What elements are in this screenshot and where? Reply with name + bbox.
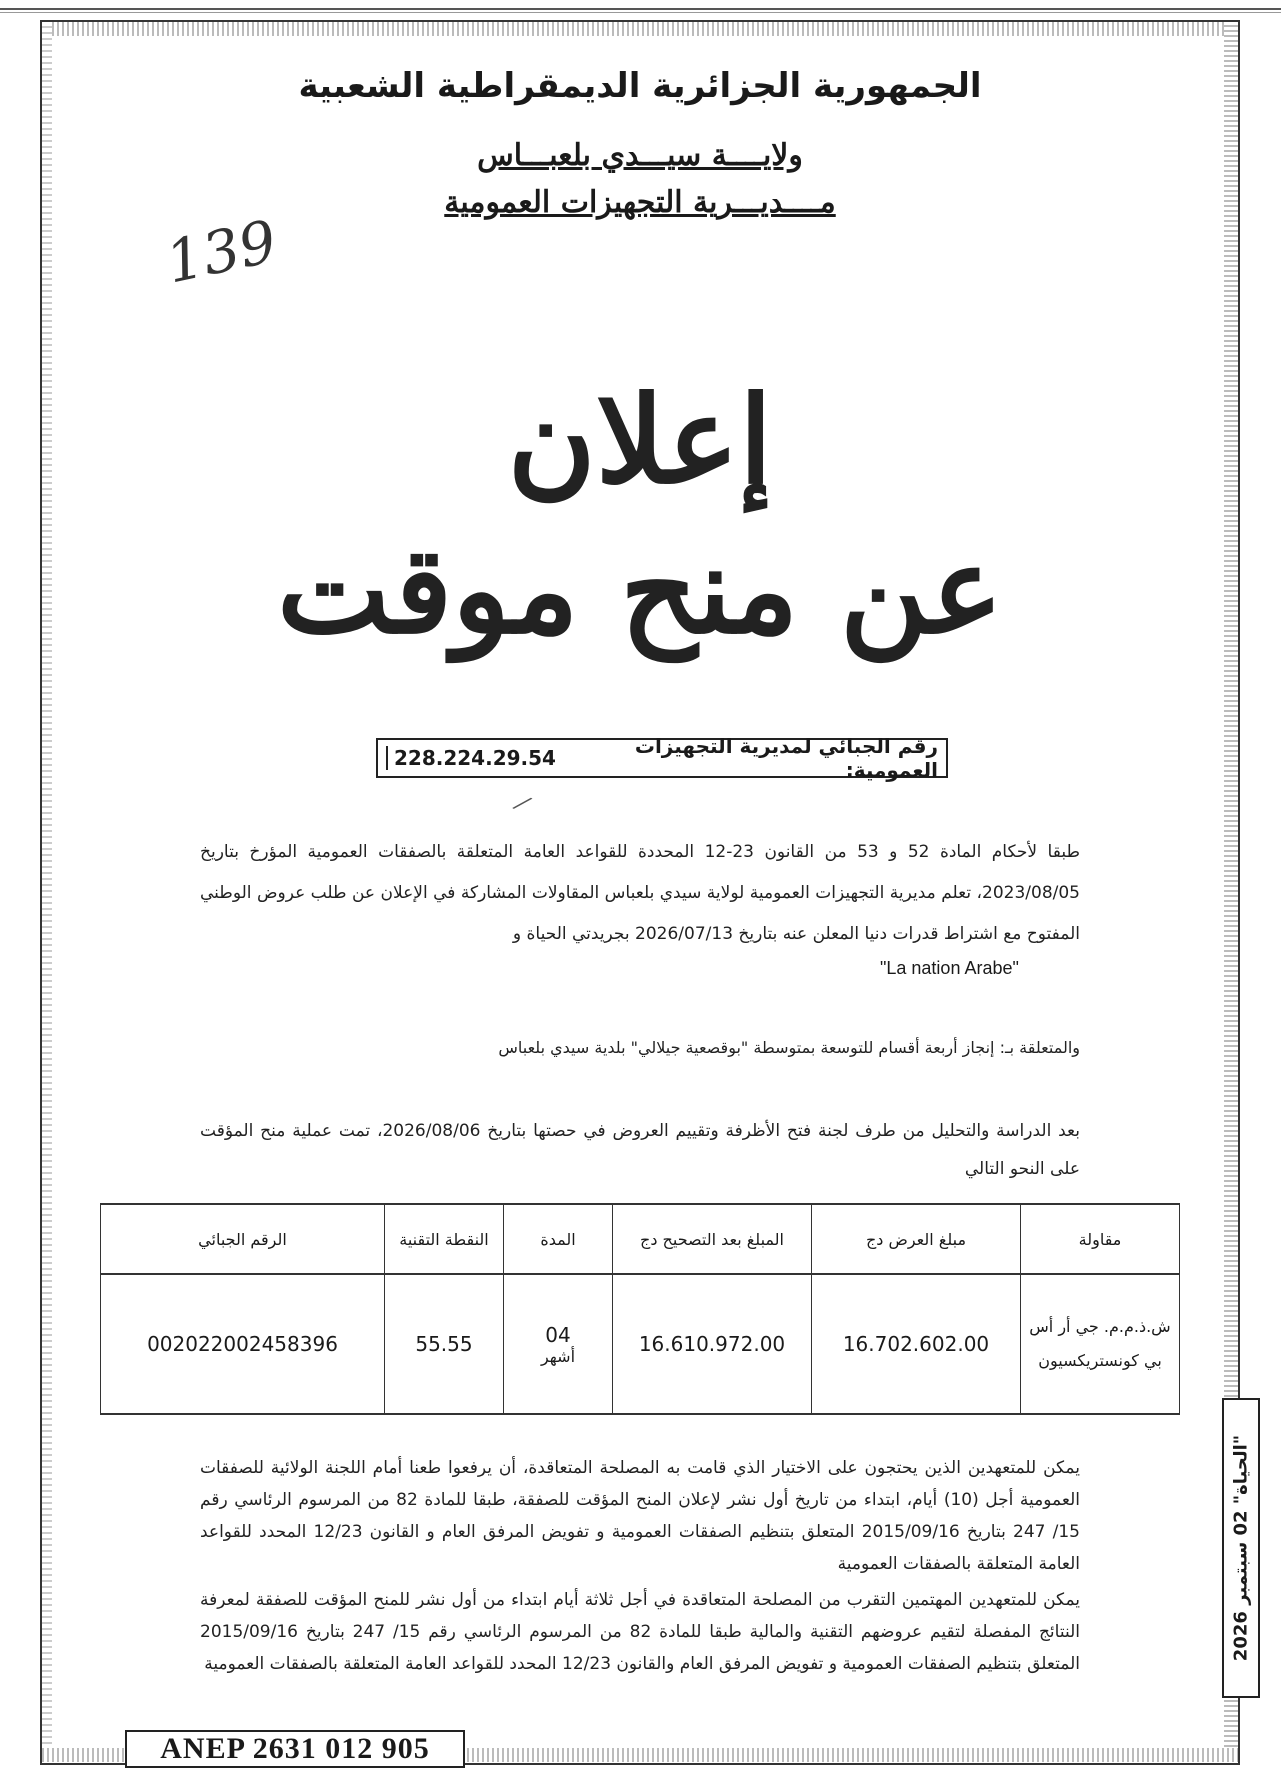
cell-tax-number: 002022002458396 — [101, 1274, 385, 1414]
tax-id-value: 228.224.29.54 — [386, 746, 556, 770]
duration-value: 04 — [545, 1322, 571, 1347]
pen-mark: ⁄ — [513, 790, 531, 818]
announcement-subtitle: عن منح موقت — [277, 520, 1003, 661]
newspaper-name: "La nation Arabe" — [880, 958, 1019, 978]
cell-bid-amount: 16.702.602.00 — [812, 1274, 1021, 1414]
intro-paragraph: طبقا لأحكام المادة 52 و 53 من القانون 23-12 المحددة للقواعد العامة المتعلقة بالصفقات العمومية المؤرخ بتاريخ 2023/08/05، تعلم مديرية التجهيزات العمومية لولاية سيدي بلعباس المقاولات المشاركة في الإعلان عن طلب عروض الوطني المفتوح مع اشتراط قدرات دنيا المعلن عنه بتاريخ 2026/07/13 بجريدتي الحياة و — [200, 842, 1080, 944]
hatch-border-left — [42, 22, 52, 1762]
cell-amount-after-correction: 16.610.972.00 — [613, 1274, 812, 1414]
header-technical-score: النقطة التقنية — [385, 1204, 504, 1274]
hatch-border-top — [42, 22, 1238, 36]
header-tax-number: الرقم الجبائي — [101, 1204, 385, 1274]
newspaper-date-stamp — [1222, 1398, 1260, 1698]
tax-id-box — [376, 734, 948, 782]
tax-id-label: رقم الجبائي لمديرية التجهيزات العمومية: — [634, 734, 938, 782]
top-rule — [0, 8, 1281, 10]
cell-contractor: ش.ذ.م.م. جي أر أس بي كونستريكسيون — [1021, 1274, 1180, 1414]
duration-unit: أشهر — [540, 1346, 576, 1366]
award-table — [100, 1203, 1180, 1415]
wilaya-title: ولايــــة سيـــدي بلعبـــاس — [477, 138, 803, 173]
table-row — [101, 1274, 1180, 1414]
newspaper-date-text: "الحياة" 02 سبتمبر 2026 — [1230, 1434, 1252, 1662]
header-duration: المدة — [504, 1204, 613, 1274]
republic-title: الجمهورية الجزائرية الديمقراطية الشعبية — [298, 66, 982, 106]
header-contractor: مقاولة — [1021, 1204, 1180, 1274]
appeal-paragraph: يمكن للمتعهدين الذين يحتجون على الاختيار الذي قامت به المصلحة المتعاقدة، أن يرفعوا طعنا أمام اللجنة الولائية للصفقات العمومية أجل (10) أيام، ابتداء من تاريخ أول نشر لإعلان المنح المؤقت للصفقة، طبقا للمادة 82 من المرسوم الرئاسي رقم 15/ 247 بتاريخ 2015/09/16 المتعلق بتنظيم الصفقات العمومية و تفويض المرفق العام و القانون 12/23 المحدد للقواعد العامة المتعلقة بالصفقات العمومية — [200, 1458, 1080, 1574]
object-line: والمتعلقة بـ: إنجاز أربعة أقسام للتوسعة بمتوسطة "بوقصعية جيلالي" بلدية سيدي بلعباس — [498, 1038, 1080, 1057]
announcement-title: إعلان — [507, 370, 773, 511]
evaluation-paragraph: بعد الدراسة والتحليل من طرف لجنة فتح الأظرفة وتقييم العروض في حصتها بتاريخ 2026/08/06، تمت عملية منح المؤقت على النحو التالي — [200, 1121, 1080, 1179]
contact-paragraph: يمكن للمتعهدين المهتمين التقرب من المصلحة المتعاقدة في أجل ثلاثة أيام ابتداء من أول نشر للمنح المؤقت للصفقة لمعرفة النتائج المفصلة لتقيم عروضهم التقنية والمالية طبقا للمادة 82 من المرسوم الرئاسي رقم 15/ 247 بتاريخ 2015/09/16 المتعلق بتنظيم الصفقات العمومية و تفويض المرفق العام والقانون 12/23 المحدد للقواعد العامة المتعلقة بالصفقات العمومية — [200, 1590, 1080, 1674]
top-rule-thin — [0, 12, 1281, 13]
handwritten-number: 139 — [160, 206, 283, 297]
header-bid-amount: مبلغ العرض دج — [812, 1204, 1021, 1274]
directorate-title: مــــديـــرية التجهيزات العمومية — [444, 185, 836, 220]
table-header-row — [101, 1204, 1180, 1274]
header-amount-after-correction: المبلغ بعد التصحيح دج — [613, 1204, 812, 1274]
anep-reference: ANEP 2631 012 905 — [125, 1730, 465, 1768]
cell-duration — [504, 1274, 613, 1414]
cell-technical-score: 55.55 — [385, 1274, 504, 1414]
